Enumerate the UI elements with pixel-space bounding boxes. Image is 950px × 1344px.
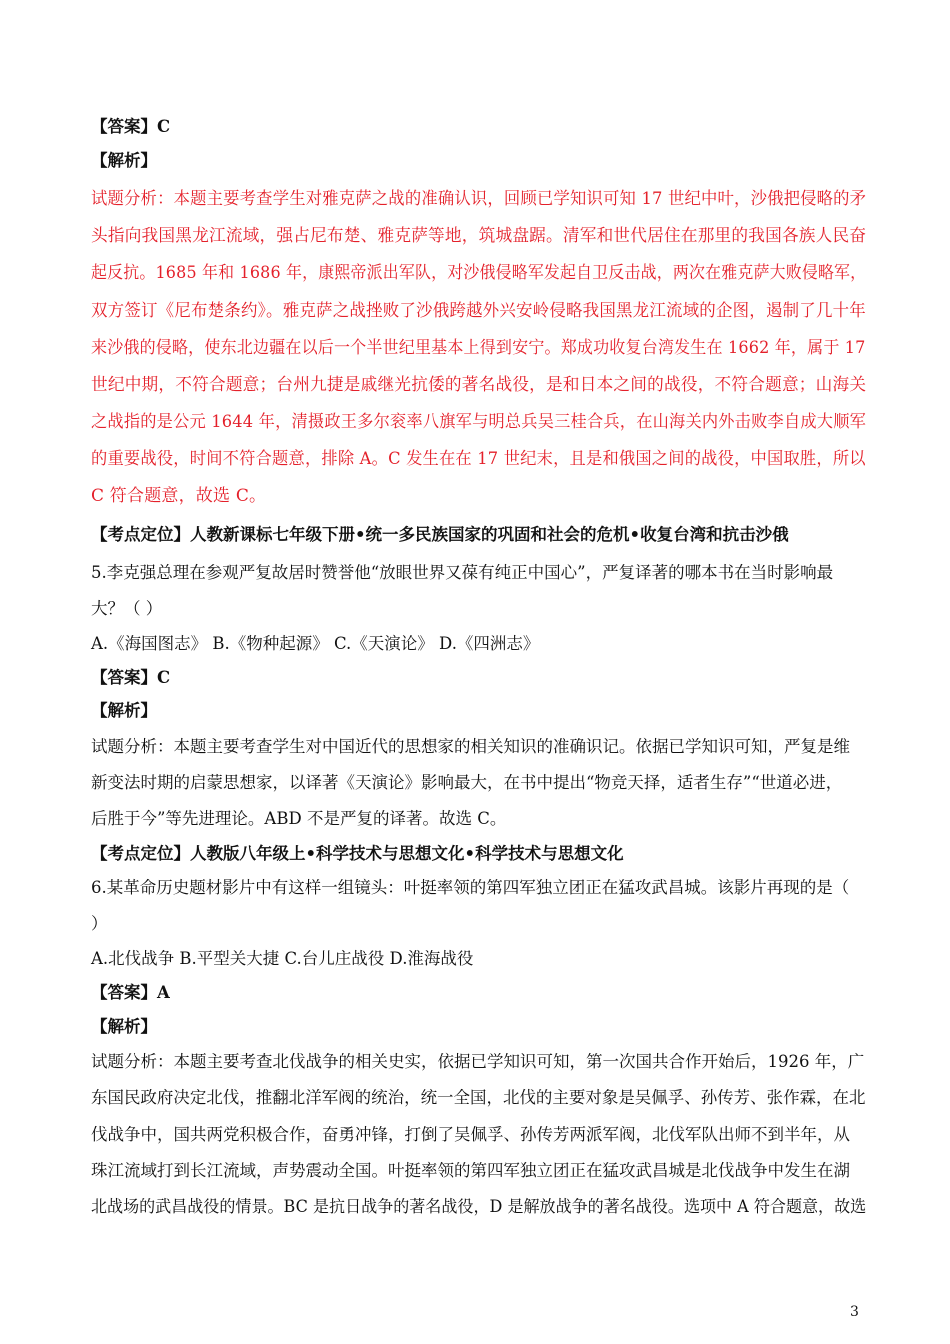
q5-kaodian: 【考点定位】人教版八年级上•科学技术与思想文化•科学技术与思想文化 <box>91 844 624 863</box>
q6-analysis-line: 珠江流域打到长江流域，声势震动全国。叶挺率领的第四军独立团正在猛攻武昌城是北伐战争中发生在湖 <box>91 1161 850 1180</box>
q6-question-line: ） <box>91 914 108 933</box>
q6-analysis-label: 【解析】 <box>91 1017 157 1036</box>
q6-analysis-line: 伐战争中，国共两党积极合作，奋勇冲锋，打倒了吴佩孚、孙传芳两派军阀，北伐军队出师不到半年，从 <box>91 1125 850 1144</box>
q4-analysis-line: 试题分析：本题主要考查学生对雅克萨之战的准确认识，回顾已学知识可知 17 世纪中叶，沙俄把侵略的矛 <box>91 189 867 209</box>
q4-analysis-label: 【解析】 <box>91 151 157 170</box>
q5-options: A.《海国图志》 B.《物种起源》 C.《天演论》 D.《四洲志》 <box>91 634 540 653</box>
q5-analysis-label: 【解析】 <box>91 701 157 720</box>
q4-analysis-line: C 符合题意，故选 C。 <box>91 486 267 506</box>
q4-kaodian: 【考点定位】人教新课标七年级下册•统一多民族国家的巩固和社会的危机•收复台湾和抗击沙俄 <box>91 525 789 544</box>
q4-analysis-line: 之战指的是公元 1644 年，清摄政王多尔衮率八旗军与明总兵吴三桂合兵，在山海关内外击败李自成大顺军 <box>91 412 867 432</box>
q6-question-line: 6.某革命历史题材影片中有这样一组镜头：叶挺率领的第四军独立团正在猛攻武昌城。该影片再现的是（ <box>91 878 850 897</box>
q4-analysis-line: 的重要战役，时间不符合题意，排除 A。C 发生在在 17 世纪末，且是和俄国之间的战役，中国取胜，所以 <box>91 449 866 469</box>
q5-analysis-line: 新变法时期的启蒙思想家，以译著《天演论》影响最大，在书中提出“物竞天择，适者生存”“世道必进， <box>91 773 843 792</box>
q5-analysis-line: 试题分析：本题主要考查学生对中国近代的思想家的相关知识的准确识记。依据已学知识可知，严复是维 <box>91 737 850 756</box>
q6-analysis-line: 北战场的武昌战役的情景。BC 是抗日战争的著名战役，D 是解放战争的著名战役。选项中 A 符合题意，故选 <box>91 1197 867 1216</box>
q5-question-line: 大？（ ） <box>91 599 163 618</box>
q5-answer: 【答案】C <box>91 668 171 687</box>
q4-answer: 【答案】C <box>91 117 171 136</box>
q5-analysis-line: 后胜于今”等先进理论。ABD 不是严复的译著。故选 C。 <box>91 809 507 828</box>
q4-analysis-line: 双方签订《尼布楚条约》。雅克萨之战挫败了沙俄跨越外兴安岭侵略我国黑龙江流域的企图，遏制了几十年 <box>91 301 866 321</box>
q6-answer: 【答案】A <box>91 983 170 1002</box>
q6-analysis-line: 东国民政府决定北伐，推翻北洋军阀的统治，统一全国，北伐的主要对象是吴佩孚、孙传芳、张作霖，在北 <box>91 1088 866 1107</box>
q5-question-line: 5.李克强总理在参观严复故居时赞誉他“放眼世界又葆有纯正中国心”，严复译著的哪本书在当时影响最 <box>91 563 834 582</box>
q4-analysis-line: 头指向我国黑龙江流域，强占尼布楚、雅克萨等地，筑城盘踞。清军和世代居住在那里的我国各族人民奋 <box>91 226 867 246</box>
page-number: 3 <box>850 1304 859 1320</box>
q4-analysis-line: 来沙俄的侵略，使东北边疆在以后一个半世纪里基本上得到安宁。郑成功收复台湾发生在 1662 年，属于 17 <box>91 338 866 358</box>
q6-options: A.北伐战争 B.平型关大捷 C.台儿庄战役 D.淮海战役 <box>91 949 474 968</box>
q6-analysis-line: 试题分析：本题主要考查北伐战争的相关史实，依据已学知识可知，第一次国共合作开始后，1926 年，广 <box>91 1052 865 1071</box>
q4-analysis-line: 世纪中期，不符合题意；台州九捷是戚继光抗倭的著名战役，是和日本之间的战役，不符合题意；山海关 <box>91 375 867 395</box>
q4-analysis-line: 起反抗。1685 年和 1686 年，康熙帝派出军队，对沙俄侵略军发起自卫反击战，两次在雅克萨大败侵略军， <box>91 263 867 283</box>
